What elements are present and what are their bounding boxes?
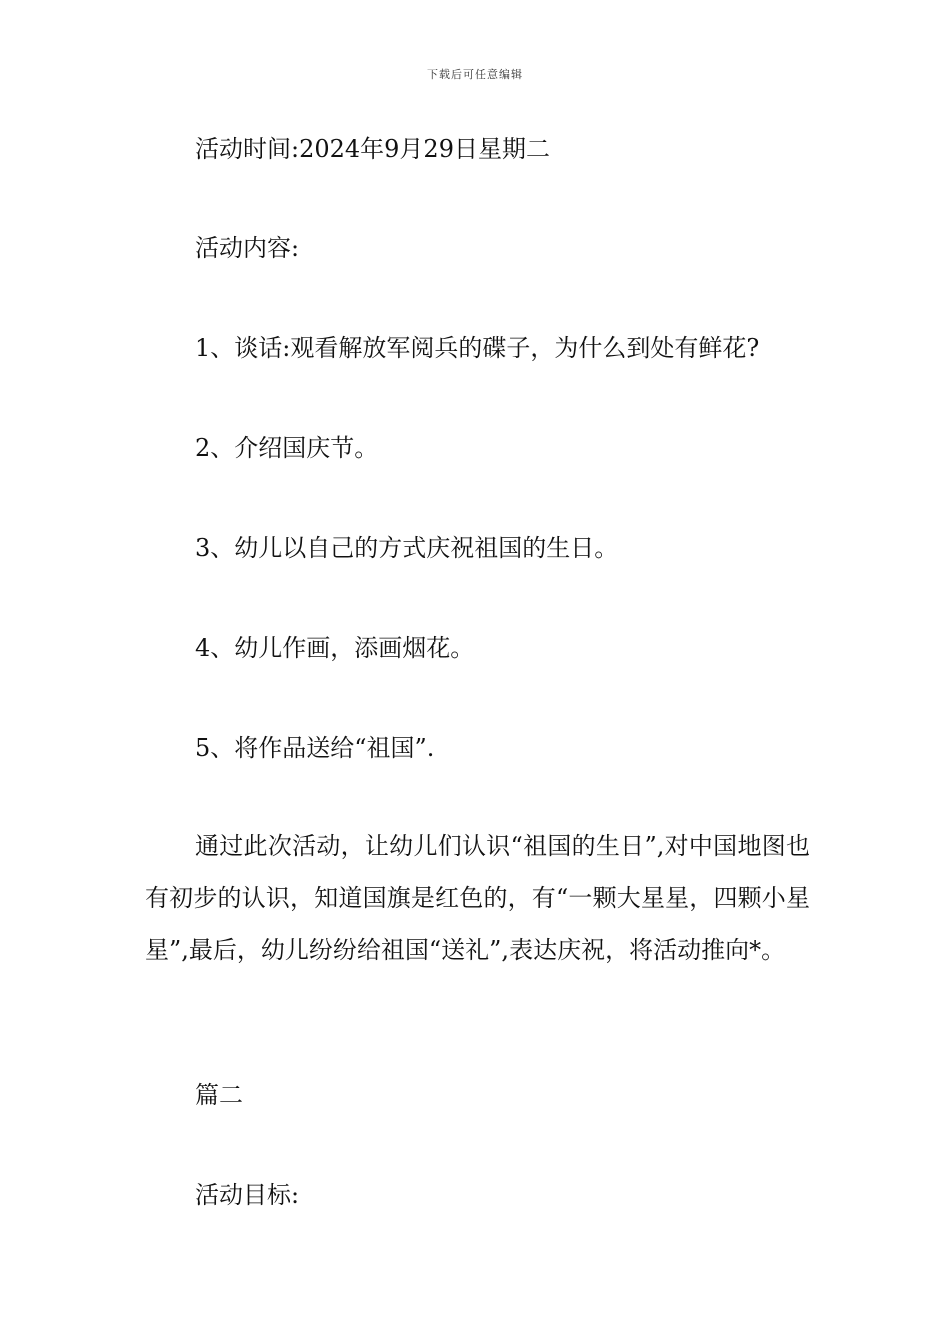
- summary-paragraph: 通过此次活动，让幼儿们认识“祖国的生日”,对中国地图也有初步的认识，知道国旗是红色的，有“一颗大星星，四颗小星星”,最后，幼儿纷纷给祖国“送礼”,表达庆祝，将活动推向*。: [145, 832, 810, 964]
- activity-item-3: 3、幼儿以自己的方式庆祝祖国的生日。: [195, 534, 619, 562]
- activity-item-1: 1、谈话:观看解放军阅兵的碟子，为什么到处有鲜花?: [195, 334, 760, 362]
- activity-item-4: 4、幼儿作画，添画烟花。: [195, 634, 475, 662]
- page-header: 下载后可任意编辑: [427, 68, 523, 81]
- section-heading: 篇二: [195, 1081, 243, 1109]
- activity-item-2: 2、介绍国庆节。: [195, 434, 379, 462]
- activity-content-heading: 活动内容:: [195, 234, 300, 262]
- activity-item-5: 5、将作品送给“祖国”.: [195, 734, 435, 762]
- activity-goal-heading: 活动目标:: [195, 1181, 300, 1209]
- activity-time: 活动时间:2024年9月29日星期二: [195, 135, 550, 163]
